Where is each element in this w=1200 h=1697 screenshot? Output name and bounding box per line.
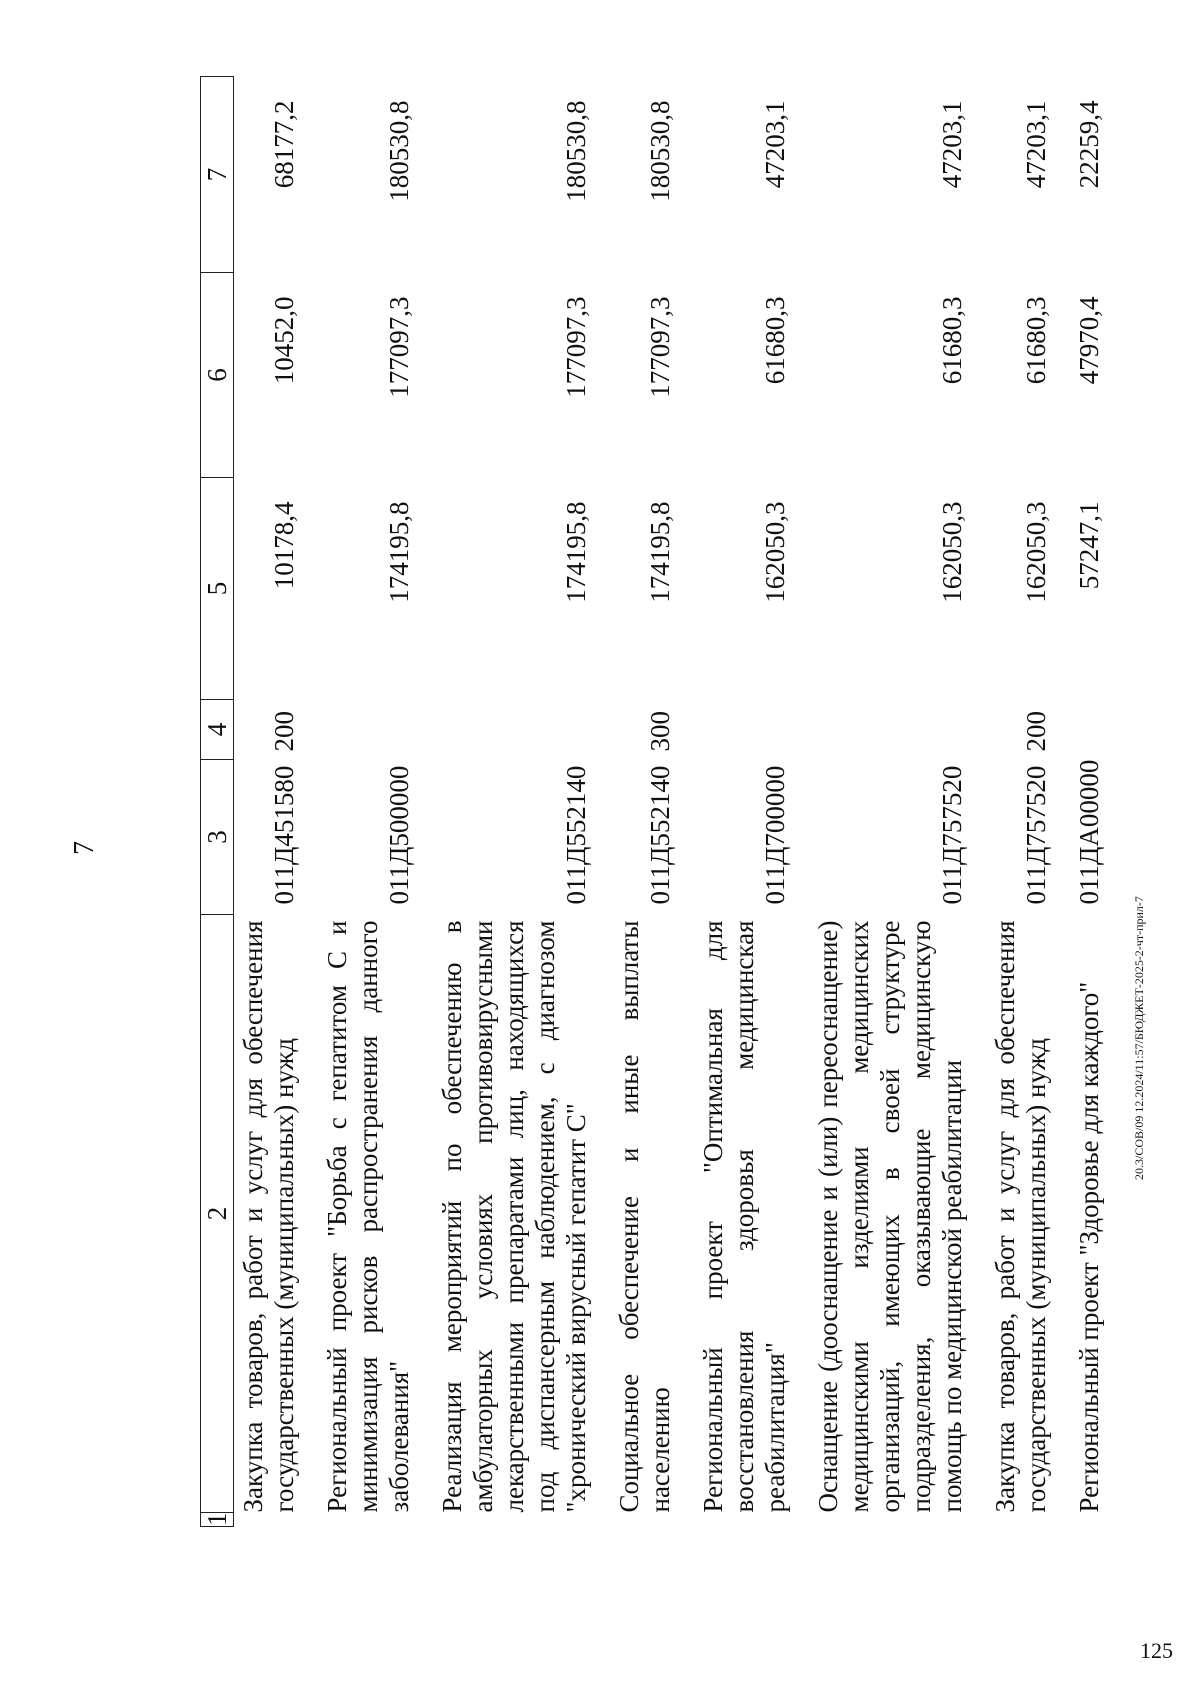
column-header: 1 bbox=[201, 1512, 232, 1526]
row-value-5: 174195,8 bbox=[384, 501, 414, 603]
row-value-6: 10452,0 bbox=[269, 296, 299, 385]
row-code: 011Д700000 bbox=[760, 765, 790, 905]
page-number: 125 bbox=[1140, 1638, 1173, 1663]
row-kind bbox=[433, 700, 610, 760]
row-value-7: 47203,1 bbox=[760, 100, 790, 189]
row-value-7: 47203,1 bbox=[937, 100, 967, 189]
row-code: 011Д757520 bbox=[937, 765, 967, 905]
row-code: 011ДА00000 bbox=[1074, 759, 1104, 905]
budget-table bbox=[200, 76, 1123, 1527]
row-value-6: 177097,3 bbox=[645, 296, 675, 398]
row-name: Реализация мероприятий по обеспечению в амбулаторных условиях противовирусными лекарственными препаратами лиц, находящихся под диспансерным наблюдением, с диагнозом "хронический вирусный гепатит С" bbox=[437, 920, 591, 1513]
table-row bbox=[433, 77, 610, 1527]
row-name: Закупка товаров, работ и услуг для обеспечения государственных (муниципальных) нужд bbox=[990, 920, 1051, 1513]
row-value-6: 177097,3 bbox=[561, 296, 591, 398]
row-kind: 300 bbox=[645, 711, 675, 752]
row-value-7: 22259,4 bbox=[1074, 100, 1104, 189]
document-reference: 20.3/СОВ/09 12.2024/11:57/БЮДЖЕТ-2025-2-чт-прил-7 bbox=[1132, 896, 1146, 1180]
row-value-5: 162050,3 bbox=[937, 501, 967, 603]
row-value-6: 61680,3 bbox=[937, 296, 967, 385]
table-row bbox=[610, 77, 694, 1527]
table-row bbox=[234, 77, 319, 1527]
page-header-number: 7 bbox=[69, 841, 100, 855]
row-value-6: 47970,4 bbox=[1074, 296, 1104, 385]
row-name: Региональный проект "Борьба с гепатитом С и минимизация рисков распространения данного заболевания" bbox=[322, 920, 414, 1513]
budget-table-rotated bbox=[200, 77, 1104, 1527]
row-kind: 200 bbox=[269, 711, 299, 752]
row-name: Региональный проект "Оптимальная для восстановления здоровья медицинская реабилитация" bbox=[698, 920, 790, 1513]
row-kind bbox=[318, 700, 433, 760]
row-name: Региональный проект "Здоровье для каждого" bbox=[1074, 981, 1104, 1513]
row-kind bbox=[809, 700, 986, 760]
column-header: 4 bbox=[201, 700, 234, 760]
row-kind bbox=[694, 700, 809, 760]
row-name: Социальное обеспечение и иные выплаты населению bbox=[614, 920, 675, 1513]
row-code: 011Д757520 bbox=[1021, 765, 1051, 905]
table-row bbox=[809, 77, 986, 1527]
row-value-5: 162050,3 bbox=[1021, 501, 1051, 603]
column-header: 5 bbox=[201, 478, 234, 700]
table-row bbox=[694, 77, 809, 1527]
row-code: 011Д500000 bbox=[384, 765, 414, 905]
table-row bbox=[1070, 77, 1123, 1527]
row-value-6: 61680,3 bbox=[760, 296, 790, 385]
row-value-5: 174195,8 bbox=[561, 501, 591, 603]
row-value-7: 180530,8 bbox=[645, 100, 675, 202]
row-kind: 200 bbox=[1021, 711, 1051, 752]
row-value-7: 180530,8 bbox=[561, 100, 591, 202]
column-header: 6 bbox=[201, 273, 234, 478]
row-value-7: 47203,1 bbox=[1021, 100, 1051, 189]
row-value-6: 61680,3 bbox=[1021, 296, 1051, 385]
column-header: 2 bbox=[201, 915, 234, 1513]
row-name: Оснащение (дооснащение и (или) переоснащение) медицинскими изделиями медицинских организаций, имеющих в своей структуре подразделения, оказывающие медицинскую помощь по медицинской реабилитации bbox=[813, 920, 967, 1513]
row-value-5: 10178,4 bbox=[269, 501, 299, 590]
row-value-5: 162050,3 bbox=[760, 501, 790, 603]
row-value-6: 177097,3 bbox=[384, 296, 414, 398]
table-header-row bbox=[201, 77, 234, 1527]
table-row bbox=[986, 77, 1070, 1527]
row-code: 011Д552140 bbox=[645, 765, 675, 905]
row-value-7: 68177,2 bbox=[269, 100, 299, 189]
row-name: Закупка товаров, работ и услуг для обеспечения государственных (муниципальных) нужд bbox=[238, 920, 299, 1513]
column-header: 3 bbox=[201, 760, 234, 915]
row-code: 011Д451580 bbox=[269, 765, 299, 905]
row-kind bbox=[1070, 700, 1123, 760]
row-value-5: 174195,8 bbox=[645, 501, 675, 603]
table-row bbox=[318, 77, 433, 1527]
row-code: 011Д552140 bbox=[561, 765, 591, 905]
row-value-5: 57247,1 bbox=[1074, 501, 1104, 590]
column-header: 7 bbox=[201, 77, 234, 273]
row-value-7: 180530,8 bbox=[384, 100, 414, 202]
